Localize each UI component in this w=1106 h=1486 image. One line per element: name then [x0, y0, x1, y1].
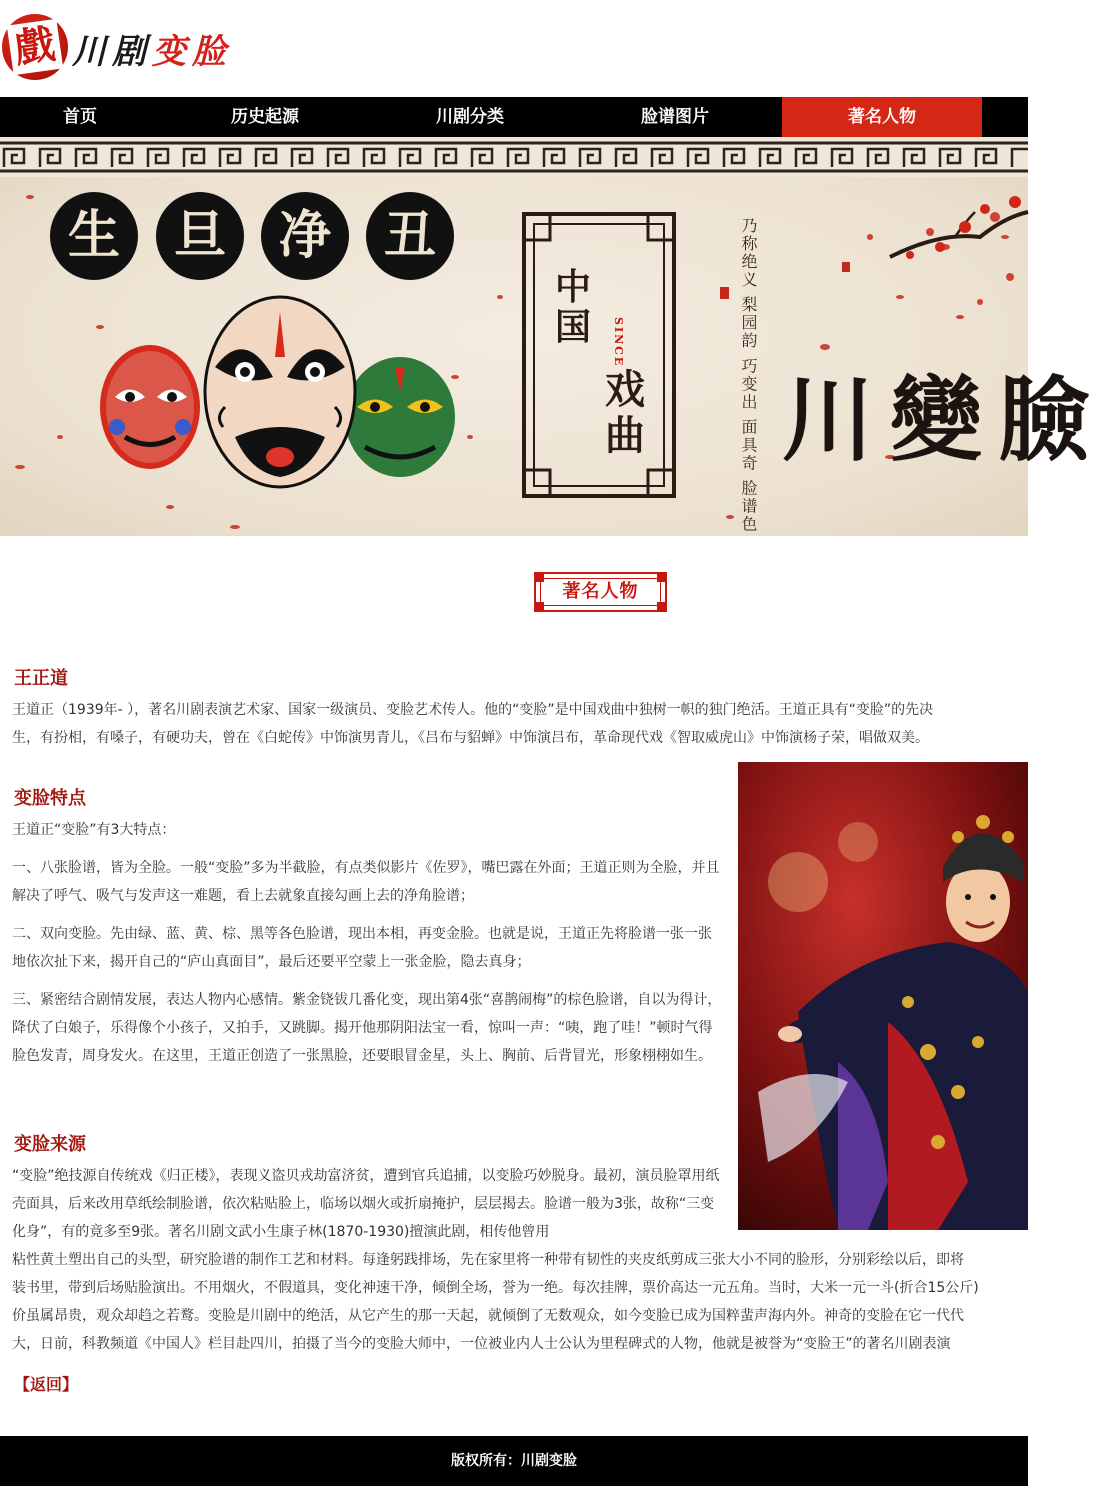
logo-title-red: 变脸 [152, 32, 232, 72]
origin-line: 价虽属昂贵，观众却趋之若鹜。变脸是川剧中的绝活，从它产生的那一天起，就倾倒了无数观众，如今变脸已成为国粹蜚声海内外。神奇的变脸在它一代代 [12, 1308, 964, 1324]
section-title: 著名人物 [540, 578, 661, 606]
heading-features: 变脸特点 [14, 788, 86, 809]
frame-text-opera: 戏曲 [605, 366, 645, 459]
frame-small-text: SINCE [612, 317, 625, 368]
features-intro: 王道正“变脸”有3大特点： [12, 822, 176, 838]
section-title-box [534, 572, 667, 612]
bio-line-2: 生，有扮相，有嗓子，有硬功夫，曾在《白蛇传》中饰演男青儿，《吕布与貂蝉》中饰演吕布，革命现代戏《智取威虎山》中饰演杨子荣，唱做双美。 [12, 730, 929, 746]
role-dan: 旦 [156, 192, 244, 280]
copyright-text: 版权所有：川剧变脸 [451, 1453, 577, 1469]
opera-masks-illustration [95, 297, 465, 497]
site-footer [0, 1436, 1028, 1486]
back-link[interactable]: 【返回】 [14, 1375, 79, 1394]
logo-title [72, 24, 232, 73]
nav-item-home[interactable]: 首页 [63, 107, 97, 127]
origin-line: 粘性黄土塑出自己的头型，研究脸谱的制作工艺和材料。每逢躬践排场，先在家里将一种带有韧性的夹皮纸剪成三张大小不同的脸形，分别彩绘以后，即将 [12, 1252, 964, 1268]
site-header [0, 0, 1028, 97]
poem-line: 脸谱色 [739, 479, 758, 534]
nav-item-categories[interactable]: 川剧分类 [436, 107, 504, 127]
banner-title: 川變臉 [782, 366, 1106, 474]
performer-photo [738, 762, 1028, 1230]
bio-line-1: 王道正（1939年- ），著名川剧表演艺术家、国家一级演员、变脸艺术传人。他的“变脸”是中国戏曲中独树一帜的独门绝活。王道正具有“变脸”的先决 [12, 702, 934, 718]
logo-seal-char: 戲 [7, 19, 63, 75]
nav-item-history[interactable]: 历史起源 [231, 107, 299, 127]
feature-item-3: 三、紧密结合剧情发展，表达人物内心感情。紫金铙钹几番化变，现出第4张“喜鹊闹梅”的棕色脸谱，自以为得计，降伏了白娘子，乐得像个小孩子，又拍手，又跳脚。揭开他那阴阳法宝一看，惊叫一声：“咦，跑了哇！”顿时气得脸色发青，周身发火。在这里，王道正创造了一张黑脸，还要眼冒金星，头上、胸前、后背冒光，形象栩栩如生。 [12, 992, 722, 1064]
chinese-frame-decoration [520, 210, 678, 500]
heading-origin: 变脸来源 [14, 1134, 86, 1155]
hero-banner [0, 137, 1106, 536]
origin-line: 装书里，带到后场贴脸演出。不用烟火，不假道具，变化神速干净，倾倒全场，誉为一绝。每次挂牌，票价高达一元五角。当时，大米一元一斗(折合15公斤) [12, 1280, 979, 1296]
origin-paragraph: “变脸”绝技源自传统戏《归正楼》，表现义盗贝戎劫富济贫，遭到官兵追捕，以变脸巧妙脱身。最初，演员脸罩用纸壳面具，后来改用草纸绘制脸谱，依次粘贴脸上，临场以烟火或折扇掩护，层层揭去。脸谱一般为3张，故称“三变化身”，有的竟多至9张。著名川剧文武小生康子林(1870-1930)擅演此剧，相传他曾用 [12, 1168, 720, 1240]
poem-line: 乃称绝义 [739, 217, 758, 289]
nav-item-mask-gallery[interactable]: 脸谱图片 [641, 107, 709, 127]
nav-item-famous-people[interactable]: 著名人物 [782, 97, 982, 137]
logo-seal-icon [2, 14, 68, 80]
logo-title-black: 川剧 [72, 32, 152, 72]
heading-wang-zhengdao: 王正道 [14, 668, 68, 689]
poem-line: 面具奇 [739, 418, 758, 473]
site-logo[interactable] [2, 14, 242, 80]
main-nav [0, 97, 1028, 137]
frame-text-china: 中国 [555, 266, 592, 348]
poem-line: 巧变出 [739, 357, 758, 412]
banner-poem [735, 217, 761, 533]
poem-line: 梨园韵 [739, 296, 758, 351]
feature-item-1: 一、八张脸谱，皆为全脸。一般“变脸”多为半截脸，有点类似影片《佐罗》，嘴巴露在外面；王道正则为全脸，并且解决了呼气、吸气与发声这一难题，看上去就象直接勾画上去的净角脸谱； [12, 860, 720, 904]
role-jing: 净 [261, 192, 349, 280]
role-sheng: 生 [50, 192, 138, 280]
origin-line: 大，日前，科教频道《中国人》栏目赴四川，拍摄了当今的变脸大师中，一位被业内人士公认为里程碑式的人物，他就是被誉为“变脸王”的著名川剧表演 [12, 1336, 951, 1352]
feature-item-2: 二、双向变脸。先由绿、蓝、黄、棕、黑等各色脸谱，现出本相，再变金脸。也就是说，王道正先将脸谱一张一张地依次扯下来，揭开自己的“庐山真面目”，最后还要平空蒙上一张金脸，隐去真身； [12, 926, 712, 970]
role-chou: 丑 [366, 192, 454, 280]
